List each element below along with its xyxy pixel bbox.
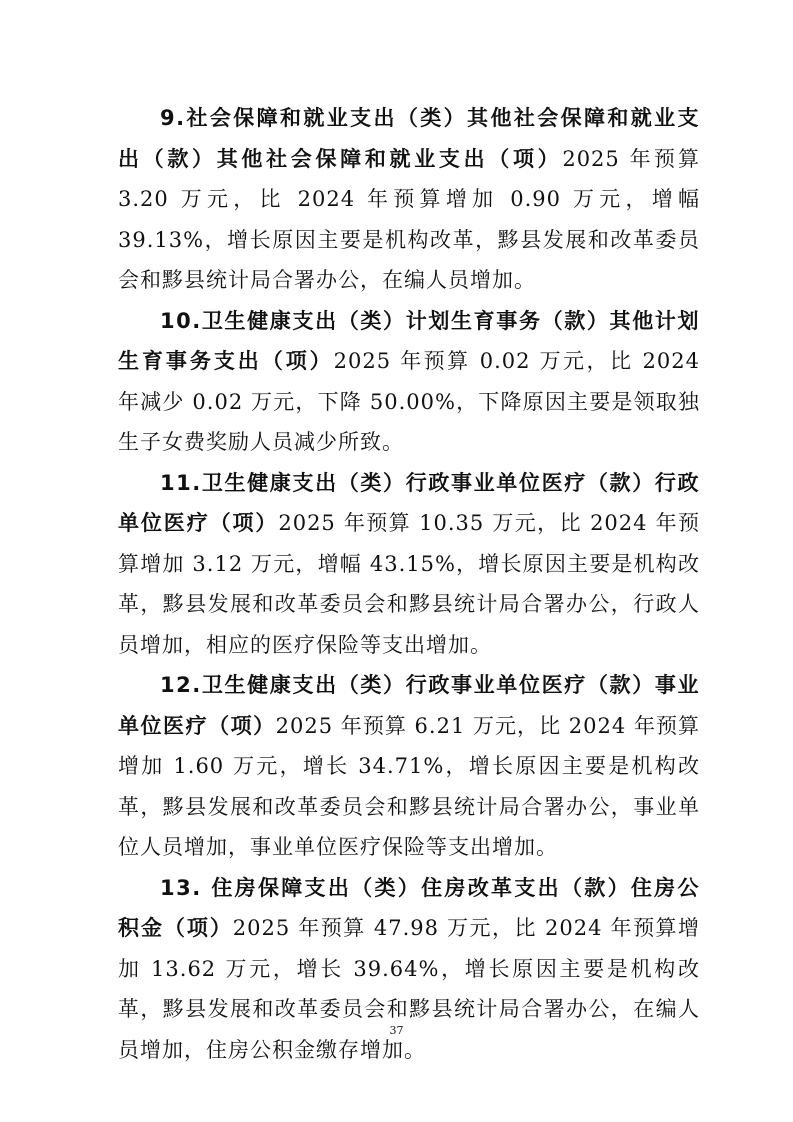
paragraph-12: [118, 665, 700, 868]
paragraph-text: 2025 年预算 10.35 万元，比 2024 年预算增加 3.12 万元，增幅 43.15%，增长原因主要是机构改革，黟县发展和改革委员会和黟县统计局合署办公，行政人员增加，相应的医疗保险等支出增加。: [118, 511, 700, 657]
paragraph-text: 2025 年预算 3.20 万元，比 2024 年预算增加 0.90 万元，增幅 39.13%，增长原因主要是机构改革，黟县发展和改革委员会和黟县统计局合署办公，在编人员增加。: [118, 146, 701, 292]
paragraph-heading: 13. 住房保障支出（类）住房改革支出（款）住房公积金（项）: [118, 875, 700, 940]
paragraph-heading: 9.社会保障和就业支出（类）其他社会保障和就业支出（款）其他社会保障和就业支出（项）: [118, 106, 700, 171]
page-number: 37: [389, 1024, 404, 1037]
paragraph-text: 2025 年预算 0.02 万元，比 2024 年减少 0.02 万元，下降 50.00%，下降原因主要是领取独生子女费奖励人员减少所致。: [118, 349, 700, 454]
paragraph-text: 2025 年预算 47.98 万元，比 2024 年预算增加 13.62 万元，增长 39.64%，增长原因主要是机构改革，黟县发展和改革委员会和黟县统计局合署办公，在编人员增加，住房公积金缴存增加。: [118, 916, 700, 1062]
paragraph-9: [118, 98, 700, 301]
paragraph-heading: 11.卫生健康支出（类）行政事业单位医疗（款）行政单位医疗（项）: [118, 470, 700, 535]
paragraph-10: [118, 301, 700, 463]
paragraph-13: [118, 868, 700, 1071]
paragraph-heading: 10.卫生健康支出（类）计划生育事务（款）其他计划生育事务支出（项）: [118, 308, 700, 373]
document-body: [118, 98, 700, 1070]
paragraph-heading: 12.卫生健康支出（类）行政事业单位医疗（款）事业单位医疗（项）: [118, 673, 700, 738]
paragraph-11: [118, 463, 700, 666]
paragraph-text: 2025 年预算 6.21 万元，比 2024 年预算增加 1.60 万元，增长 34.71%，增长原因主要是机构改革，黟县发展和改革委员会和黟县统计局合署办公，事业单位人员增加，事业单位医疗保险等支出增加。: [118, 713, 700, 859]
